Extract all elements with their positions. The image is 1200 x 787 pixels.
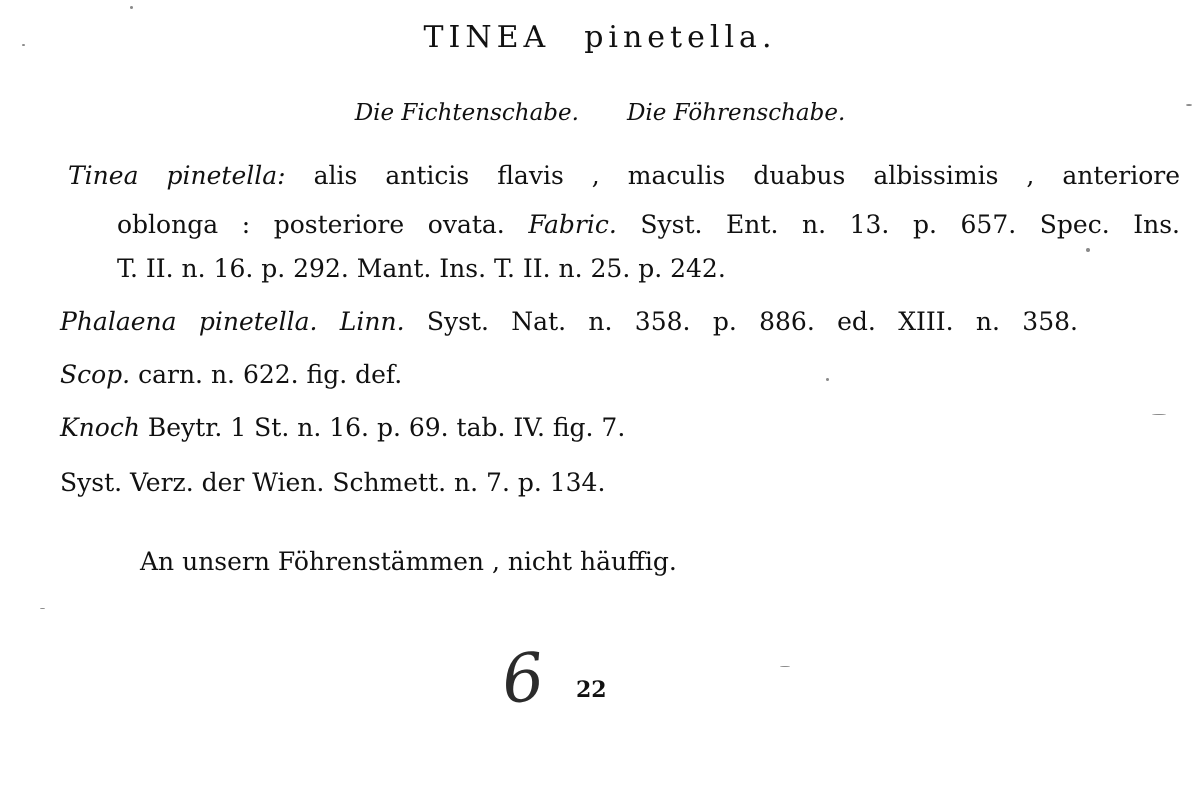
- reference-text: T. II. n. 16. p. 292. Mant. Ins. T. II. n. 25. p. 242.: [117, 254, 726, 283]
- title-genus: TINEA: [423, 20, 551, 55]
- reference-text: carn. n. 622. fig. def.: [138, 360, 403, 389]
- entry-linnaeus: [60, 307, 1078, 336]
- author-name: Scop.: [60, 360, 131, 389]
- taxon-name: Tinea pinetella:: [68, 161, 286, 190]
- common-names: [0, 100, 1200, 126]
- entry-knoch: [60, 413, 625, 442]
- paper-speck: [1152, 414, 1166, 415]
- paper-speck: [780, 666, 790, 667]
- description-text: alis anticis flavis , maculis duabus albissimis , anteriore: [313, 161, 1180, 190]
- entry-fabricius-line-1: [68, 161, 1180, 190]
- paper-speck: [826, 378, 829, 381]
- habitat-note: An unsern Föhrenstämmen , nicht häuffig.: [140, 547, 677, 576]
- paper-speck: [40, 608, 45, 609]
- author-name: Fabric.: [528, 210, 617, 239]
- entry-fabricius-line-3: [117, 254, 726, 283]
- page-number: 22: [576, 677, 607, 703]
- paper-speck: [1086, 248, 1090, 252]
- title-species: pinetella.: [584, 20, 777, 55]
- entry-scopoli: [60, 360, 402, 389]
- reference-text: Syst. Verz. der Wien. Schmett. n. 7. p. 134.: [60, 468, 606, 497]
- common-name-1: Die Fichtenschabe.: [354, 100, 579, 126]
- reference-text: Syst. Ent. n. 13. p. 657. Spec. Ins.: [640, 210, 1180, 239]
- common-name-2: Die Föhrenschabe.: [626, 100, 846, 126]
- paper-speck: [130, 6, 133, 9]
- handwritten-mark: 6: [498, 638, 548, 719]
- entry-wien: [60, 468, 605, 497]
- page-title: [0, 20, 1200, 55]
- taxon-name: Phalaena pinetella.: [60, 307, 318, 336]
- reference-text: Syst. Nat. n. 358. p. 886. ed. XIII. n. 358.: [426, 307, 1078, 336]
- description-text: oblonga : posteriore ovata.: [117, 210, 505, 239]
- author-name: Knoch: [60, 413, 140, 442]
- entry-fabricius-line-2: [117, 210, 1180, 239]
- reference-text: Beytr. 1 St. n. 16. p. 69. tab. IV. fig. 7.: [147, 413, 626, 442]
- author-name: Linn.: [339, 307, 405, 336]
